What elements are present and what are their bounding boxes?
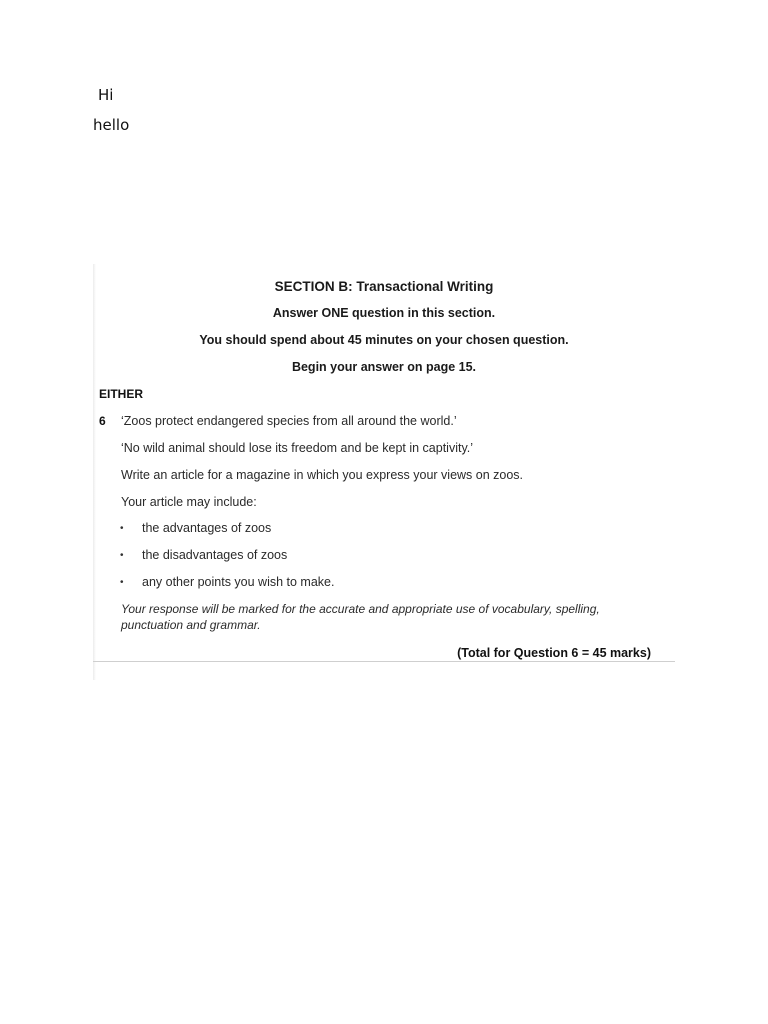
total-marks: (Total for Question 6 = 45 marks) (457, 646, 651, 660)
bullet-advantages: the advantages of zoos (142, 521, 272, 535)
exam-question-image (93, 264, 675, 680)
typed-line-hi: Hi (98, 86, 114, 104)
time-instruction: You should spend about 45 minutes on your chosen question. (199, 333, 569, 347)
bottom-divider (93, 661, 675, 662)
bullet-disadvantages: the disadvantages of zoos (142, 548, 288, 562)
image-edge-shadow (93, 264, 96, 680)
question-quote-2: ‘No wild animal should lose its freedom and be kept in captivity.’ (121, 441, 474, 455)
bullet-icon: • (120, 523, 124, 534)
section-title: SECTION B: Transactional Writing (274, 279, 494, 294)
bullet-other-points: any other points you wish to make. (142, 575, 335, 589)
answer-one-instruction: Answer ONE question in this section. (272, 306, 496, 320)
bullet-icon: • (120, 550, 124, 561)
typed-line-hello: hello (93, 116, 130, 134)
begin-answer-instruction: Begin your answer on page 15. (291, 360, 477, 374)
marking-note: Your response will be marked for the accurate and appropriate use of vocabulary, spelling, punctuation and grammar. (121, 602, 600, 632)
question-instruction: Write an article for a magazine in which you express your views on zoos. (121, 468, 524, 482)
either-label: EITHER (99, 387, 144, 401)
may-include-label: Your article may include: (121, 495, 257, 509)
bullet-icon: • (120, 577, 124, 588)
question-number: 6 (99, 414, 106, 428)
question-quote-1: ‘Zoos protect endangered species from all around the world.’ (121, 414, 457, 428)
